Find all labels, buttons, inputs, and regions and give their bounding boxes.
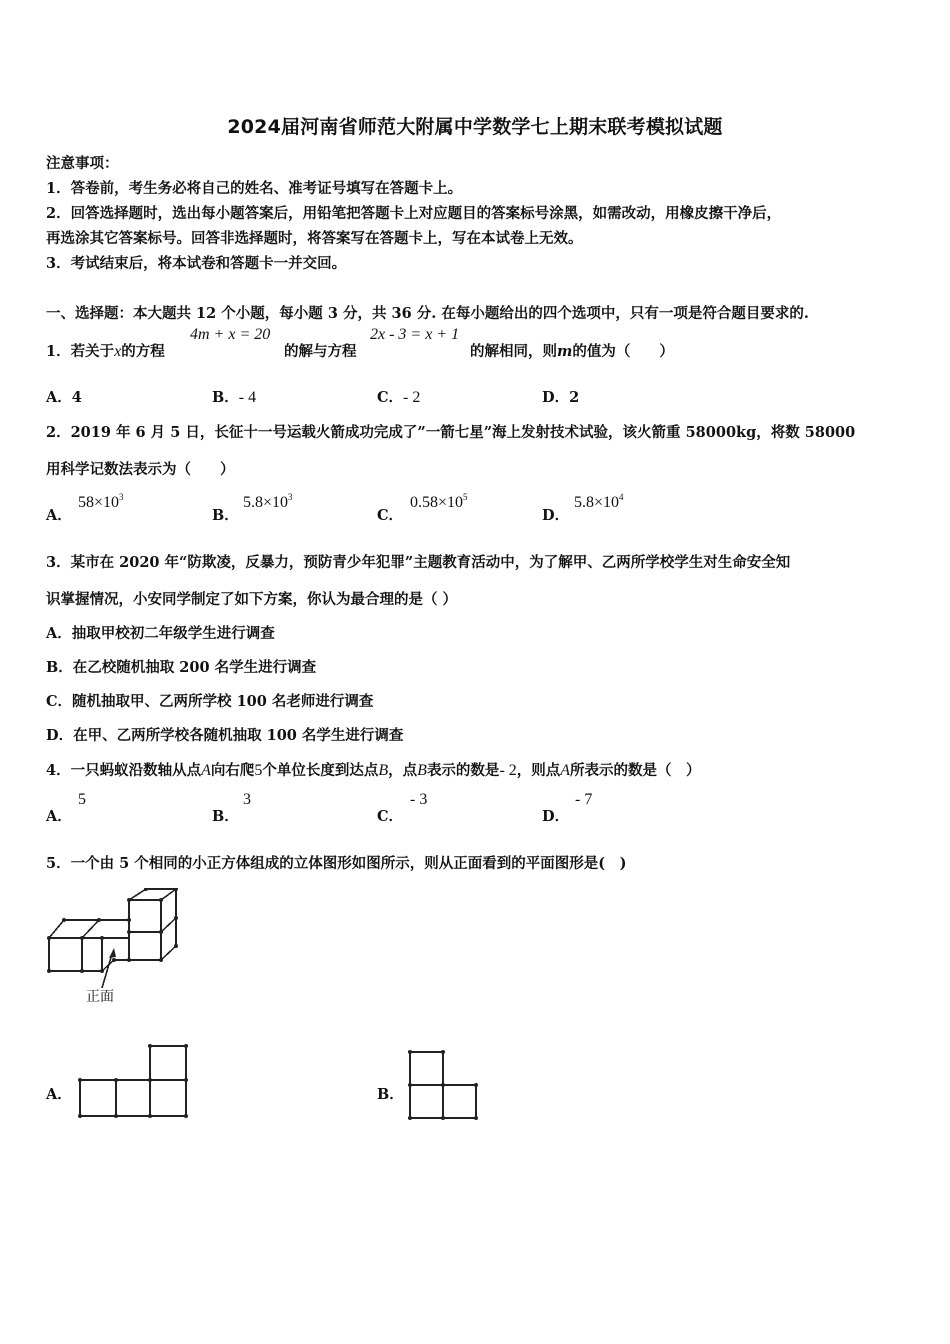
q3-option-b[interactable]: B．在乙校随机抽取 200 名学生进行调查 [46,659,317,676]
q1-option-d[interactable]: D．2 [542,389,580,406]
q2-option-b-value: $5.8\times 10^3$ [243,492,293,511]
q5-option-b-figure [406,1050,480,1122]
q4-option-d-value: - 7 [575,791,593,808]
q2-option-a-value: $58\times 10^3$ [78,492,124,511]
q1-equation-2: 2x - 3 = x + 1 [370,326,460,343]
q5-option-a-figure [76,1044,190,1120]
q2-text-line1: 2．2019 年 6 月 5 日，长征十一号运载火箭成功完成了”一箭七星”海上发射技术试验，该火箭重 58000kg，将数 58000 [46,424,856,441]
q2-option-d[interactable]: D． [542,507,570,524]
q2-option-a[interactable]: A． [46,507,72,524]
q1-equation-1: 4m + x = 20 [190,326,271,343]
q1-option-c[interactable]: C．- 2 [377,389,421,406]
q4-text: 4．一只蚂蚁沿数轴从点A向右爬5个单位长度到达点B，点B表示的数是- 2，则点A所表示的数是（ ） [46,762,701,779]
section-heading: 一、选择题：本大题共 12 个小题，每小题 3 分，共 36 分. 在每小题给出的四个选项中，只有一项是符合题目要求的. [46,305,809,322]
q5-text: 5．一个由 5 个相同的小正方体组成的立体图形如图所示，则从正面看到的平面图形是( ) [46,855,627,872]
q4-option-b-value: 3 [243,791,251,808]
q4-option-a[interactable]: A． [46,808,72,825]
q2-option-c[interactable]: C． [377,507,404,524]
q1-option-a[interactable]: A．4 [46,389,82,406]
q5-cube-figure [44,888,184,1010]
q2-option-b[interactable]: B． [212,507,239,524]
notice-item-2-cont: 再选涂其它答案标号。回答非选择题时，将答案写在答题卡上，写在本试卷上无效。 [46,230,583,247]
q1-text-3: 的解相同，则m的值为（ ） [470,343,674,360]
q3-text-line2: 识掌握情况，小安同学制定了如下方案，你认为最合理的是（ ） [46,591,458,608]
q1-option-b[interactable]: B．- 4 [212,389,257,406]
q2-option-d-value: $5.8\times 10^4$ [574,492,624,511]
q4-option-d[interactable]: D． [542,808,570,825]
notice-heading: 注意事项： [46,155,119,172]
q4-option-c-value: - 3 [410,791,428,808]
q2-option-c-value: $0.58\times 10^5$ [410,492,468,511]
q5-option-a[interactable]: A． [46,1086,72,1103]
q3-option-d[interactable]: D．在甲、乙两所学校各随机抽取 100 名学生进行调查 [46,727,404,744]
q2-text-line2: 用科学记数法表示为（ ） [46,461,235,478]
notice-item-1: 1．答卷前，考生务必将自己的姓名、准考证号填写在答题卡上。 [46,180,463,197]
q4-option-a-value: 5 [78,791,86,808]
q5-figure-label: 正面 [86,989,114,1005]
q3-option-a[interactable]: A．抽取甲校初二年级学生进行调查 [46,625,275,642]
q4-option-b[interactable]: B． [212,808,239,825]
q3-text-line1: 3．某市在 2020 年“防欺凌，反暴力，预防青少年犯罪”主题教育活动中，为了解甲、乙两所学校学生对生命安全知 [46,554,791,571]
q3-option-c[interactable]: C．随机抽取甲、乙两所学校 100 名老师进行调查 [46,693,374,710]
q1-text-2: 的解与方程 [284,343,357,360]
page-title: 2024届河南省师范大附属中学数学七上期末联考模拟试题 [227,116,723,138]
notice-item-3: 3．考试结束后，将本试卷和答题卡一并交回。 [46,255,347,272]
q1-text: 1．若关于x的方程 [46,343,165,360]
q5-option-b[interactable]: B． [377,1086,404,1103]
q4-option-c[interactable]: C． [377,808,404,825]
notice-item-2: 2．回答选择题时，选出每小题答案后，用铅笔把答题卡上对应题目的答案标号涂黑，如需改动，用橡皮擦干净后， [46,205,782,222]
